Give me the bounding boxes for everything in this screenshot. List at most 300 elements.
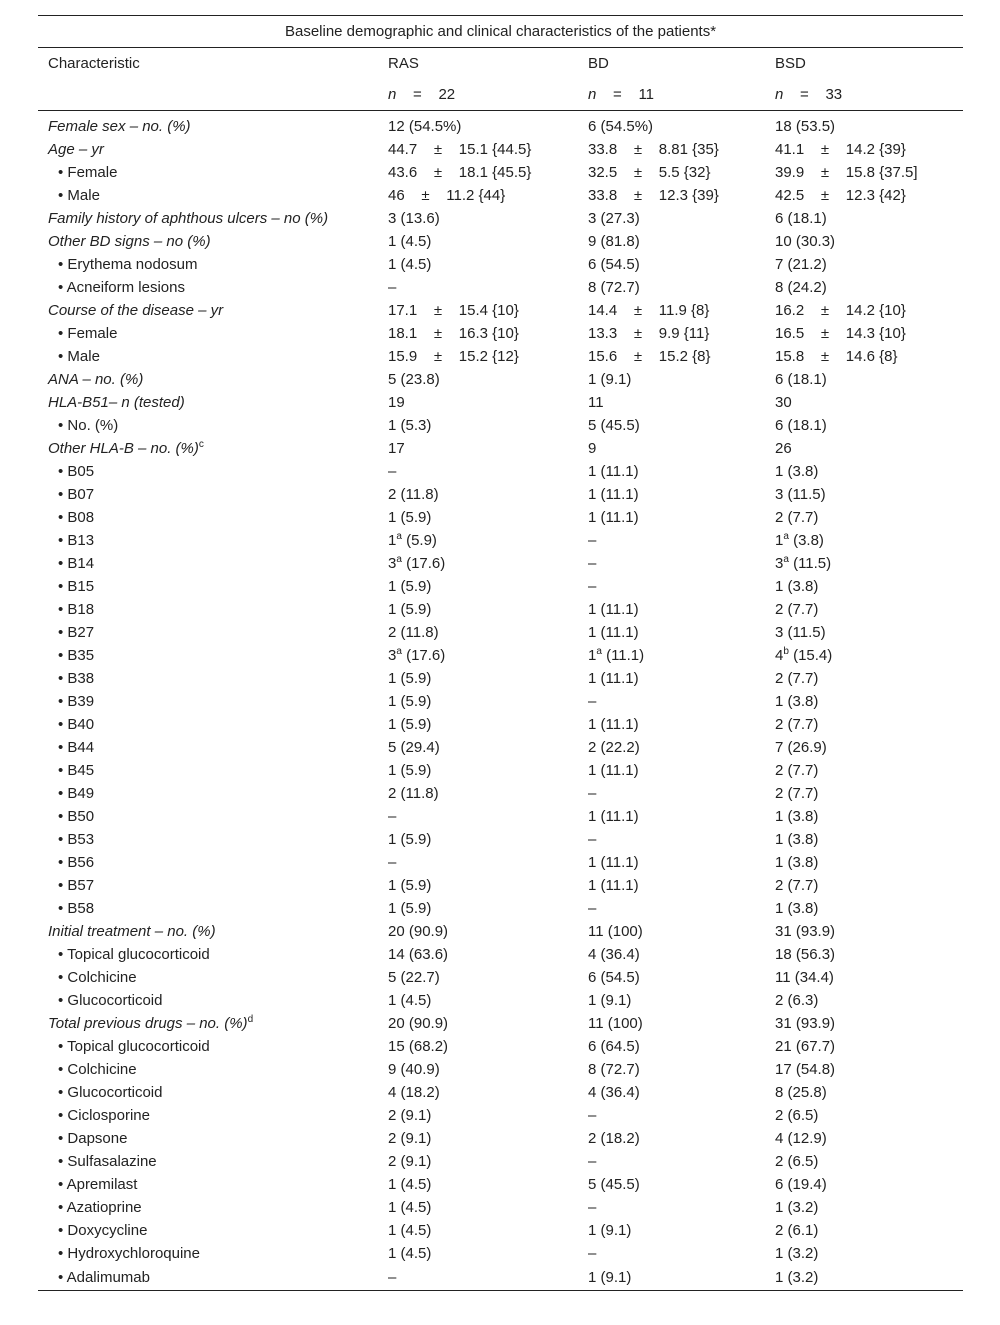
cell-value: – bbox=[388, 1268, 397, 1286]
n-value: 33 bbox=[825, 86, 843, 103]
ras-cell bbox=[378, 690, 578, 713]
row-label: • Topical glucocorticoid bbox=[58, 1037, 210, 1055]
row-label: • B08 bbox=[58, 508, 95, 526]
cell-value: 1 (4.5) bbox=[388, 1198, 432, 1216]
row-label: • B58 bbox=[58, 899, 95, 917]
cell-value: 32.5 ± 5.5 {32} bbox=[588, 163, 711, 181]
table-row bbox=[38, 111, 963, 139]
cell-value: 1 (11.1) bbox=[588, 623, 639, 641]
bd-cell bbox=[578, 1150, 765, 1173]
sub-label bbox=[38, 805, 378, 828]
ras-cell bbox=[378, 1242, 578, 1265]
bd-cell bbox=[578, 1035, 765, 1058]
col-header-bd: BD bbox=[588, 55, 609, 72]
cell-value: 1 (9.1) bbox=[588, 991, 632, 1009]
bsd-cell bbox=[765, 1196, 963, 1219]
bd-cell bbox=[578, 989, 765, 1012]
bsd-cell bbox=[765, 322, 963, 345]
sub-label bbox=[38, 1081, 378, 1104]
sub-label bbox=[38, 1196, 378, 1219]
section-label bbox=[38, 111, 378, 139]
cell-value: 1 (9.1) bbox=[588, 1221, 632, 1239]
sub-label bbox=[38, 483, 378, 506]
sub-label bbox=[38, 828, 378, 851]
cell-value: – bbox=[588, 692, 597, 710]
cell-value: 26 bbox=[775, 439, 792, 457]
bsd-cell bbox=[765, 782, 963, 805]
cell-value: 2 (6.5) bbox=[775, 1152, 819, 1170]
sub-label bbox=[38, 506, 378, 529]
ras-cell bbox=[378, 897, 578, 920]
cell-value: 6 (54.5%) bbox=[588, 117, 654, 135]
row-label: • B35 bbox=[58, 646, 95, 664]
row-label: • No. (%) bbox=[58, 416, 119, 434]
ras-cell bbox=[378, 552, 578, 575]
bd-cell bbox=[578, 276, 765, 299]
col-header-bsd: BSD bbox=[775, 55, 806, 72]
sub-label bbox=[38, 989, 378, 1012]
cell-value: 11 bbox=[588, 393, 604, 411]
ras-cell bbox=[378, 138, 578, 161]
cell-value: 15.9 ± 15.2 {12} bbox=[388, 347, 519, 365]
n-value: 11 bbox=[638, 86, 655, 103]
ras-cell bbox=[378, 1127, 578, 1150]
ras-cell bbox=[378, 276, 578, 299]
cell-value: 2 (6.1) bbox=[775, 1221, 819, 1239]
cell-value: 33.8 ± 8.81 {35} bbox=[588, 140, 719, 158]
cell-value: 2 (11.8) bbox=[388, 623, 439, 641]
bsd-cell bbox=[765, 851, 963, 874]
cell-value-rest: (15.4) bbox=[788, 646, 833, 664]
sub-label bbox=[38, 322, 378, 345]
row-label: Course of the disease – yr bbox=[48, 301, 224, 319]
cell-value: – bbox=[588, 554, 597, 572]
table-row bbox=[38, 989, 963, 1012]
ras-cell bbox=[378, 1012, 578, 1035]
row-label: • B57 bbox=[58, 876, 95, 894]
cell-value: 6 (54.5) bbox=[588, 255, 640, 273]
bsd-cell bbox=[765, 667, 963, 690]
cell-value: 3 (13.6) bbox=[388, 209, 440, 227]
sub-label bbox=[38, 276, 378, 299]
cell-value: 9 (40.9) bbox=[388, 1060, 440, 1078]
cell-value: 8 (72.7) bbox=[588, 278, 640, 296]
row-label: • B38 bbox=[58, 669, 95, 687]
cell-value: 14.4 ± 11.9 {8} bbox=[588, 301, 710, 319]
cell-value: 2 (7.7) bbox=[775, 876, 819, 894]
cell-value: 20 (90.9) bbox=[388, 922, 449, 940]
table-row bbox=[38, 138, 963, 161]
bd-cell bbox=[578, 759, 765, 782]
ras-cell bbox=[378, 1219, 578, 1242]
bd-cell bbox=[578, 713, 765, 736]
section-label bbox=[38, 230, 378, 253]
table-row bbox=[38, 1265, 963, 1291]
cell-value: 3 (27.3) bbox=[588, 209, 640, 227]
cell-value: 1 (11.1) bbox=[588, 715, 639, 733]
row-label: • B05 bbox=[58, 462, 95, 480]
cell-value: 1 (4.5) bbox=[388, 255, 432, 273]
cell-value: 1 (11.1) bbox=[588, 485, 639, 503]
table-row bbox=[38, 736, 963, 759]
ras-cell bbox=[378, 1035, 578, 1058]
bsd-cell bbox=[765, 437, 963, 460]
bd-cell bbox=[578, 345, 765, 368]
header-row bbox=[38, 48, 963, 80]
cell-value: 1 (5.9) bbox=[388, 600, 432, 618]
ras-cell bbox=[378, 111, 578, 139]
cell-value: – bbox=[388, 853, 397, 871]
sub-label bbox=[38, 1035, 378, 1058]
cell-value: 1 (11.1) bbox=[588, 508, 639, 526]
footnote-marker: a bbox=[396, 530, 402, 542]
cell-value: 15.6 ± 15.2 {8} bbox=[588, 347, 711, 365]
table-row bbox=[38, 322, 963, 345]
row-label: • B14 bbox=[58, 554, 95, 572]
bd-cell bbox=[578, 253, 765, 276]
bsd-cell bbox=[765, 460, 963, 483]
ras-cell bbox=[378, 529, 578, 552]
section-label bbox=[38, 920, 378, 943]
ras-cell bbox=[378, 1265, 578, 1291]
cell-value: 5 (23.8) bbox=[388, 370, 440, 388]
cell-value: 1 (3.8) bbox=[775, 853, 819, 871]
row-label: • Male bbox=[58, 186, 100, 204]
cell-value: 1 (4.5) bbox=[388, 232, 432, 250]
bd-cell bbox=[578, 161, 765, 184]
cell-value: 2 (9.1) bbox=[388, 1129, 432, 1147]
sub-label bbox=[38, 345, 378, 368]
table-row bbox=[38, 897, 963, 920]
cell-value: 9 bbox=[588, 439, 597, 457]
table-row bbox=[38, 621, 963, 644]
sub-label bbox=[38, 667, 378, 690]
ras-cell bbox=[378, 920, 578, 943]
cell-value: 20 (90.9) bbox=[388, 1014, 449, 1032]
bsd-cell bbox=[765, 276, 963, 299]
ras-cell bbox=[378, 1196, 578, 1219]
cell-value: 18 (56.3) bbox=[775, 945, 836, 963]
cell-value: 41.1 ± 14.2 {39} bbox=[775, 140, 906, 158]
table-row bbox=[38, 460, 963, 483]
n-symbol: n bbox=[588, 86, 597, 103]
bsd-cell bbox=[765, 184, 963, 207]
table-row bbox=[38, 230, 963, 253]
table-row bbox=[38, 1104, 963, 1127]
bsd-cell bbox=[765, 1265, 963, 1291]
bsd-cell bbox=[765, 943, 963, 966]
sub-label bbox=[38, 529, 378, 552]
n-count-bd bbox=[578, 79, 765, 111]
cell-value: 5 (45.5) bbox=[588, 1175, 640, 1193]
cell-value: 30 bbox=[775, 393, 792, 411]
table-row bbox=[38, 276, 963, 299]
table-row bbox=[38, 713, 963, 736]
bsd-cell bbox=[765, 552, 963, 575]
row-label: • B07 bbox=[58, 485, 95, 503]
bd-cell bbox=[578, 207, 765, 230]
cell-value: 1 (4.5) bbox=[388, 1175, 432, 1193]
ras-cell bbox=[378, 782, 578, 805]
ras-cell bbox=[378, 851, 578, 874]
cell-value: 11 (34.4) bbox=[775, 968, 834, 986]
cell-value: – bbox=[588, 1152, 597, 1170]
bsd-cell bbox=[765, 1104, 963, 1127]
table-row bbox=[38, 1242, 963, 1265]
ras-cell bbox=[378, 828, 578, 851]
table-row bbox=[38, 414, 963, 437]
cell-value: 1 (5.3) bbox=[388, 416, 432, 434]
bsd-cell bbox=[765, 828, 963, 851]
sub-label bbox=[38, 759, 378, 782]
cell-value: 19 bbox=[388, 393, 405, 411]
bd-cell bbox=[578, 138, 765, 161]
bsd-cell bbox=[765, 897, 963, 920]
bd-cell bbox=[578, 897, 765, 920]
cell-value: 16.5 ± 14.3 {10} bbox=[775, 324, 906, 342]
characteristics-table bbox=[38, 15, 963, 1291]
row-label: • B40 bbox=[58, 715, 95, 733]
bsd-cell bbox=[765, 1127, 963, 1150]
bd-cell bbox=[578, 1058, 765, 1081]
footnote-marker: a bbox=[783, 530, 789, 542]
cell-value: 2 (11.8) bbox=[388, 784, 439, 802]
cell-value-rest: (5.9) bbox=[401, 531, 437, 549]
cell-value: 17 (54.8) bbox=[775, 1060, 836, 1078]
table-title: Baseline demographic and clinical characteristics of the patients* bbox=[38, 16, 963, 48]
cell-value: – bbox=[588, 1106, 597, 1124]
bd-cell bbox=[578, 644, 765, 667]
cell-value: 8 (25.8) bbox=[775, 1083, 827, 1101]
table-row bbox=[38, 207, 963, 230]
bsd-cell bbox=[765, 1219, 963, 1242]
ras-cell bbox=[378, 161, 578, 184]
row-label: • B45 bbox=[58, 761, 95, 779]
ras-cell bbox=[378, 1104, 578, 1127]
cell-value: 15.8 ± 14.6 {8} bbox=[775, 347, 898, 365]
cell-value: 1 (3.2) bbox=[775, 1198, 819, 1216]
sub-label bbox=[38, 598, 378, 621]
table-row bbox=[38, 184, 963, 207]
sub-label bbox=[38, 1104, 378, 1127]
bd-cell bbox=[578, 483, 765, 506]
table-row bbox=[38, 667, 963, 690]
cell-value: 42.5 ± 12.3 {42} bbox=[775, 186, 906, 204]
table-row bbox=[38, 437, 963, 460]
cell-value: 1 (9.1) bbox=[588, 1268, 632, 1286]
ras-cell bbox=[378, 1150, 578, 1173]
sub-label bbox=[38, 943, 378, 966]
cell-value: 1 (4.5) bbox=[388, 991, 432, 1009]
cell-value: 1 (5.9) bbox=[388, 692, 432, 710]
row-label: ANA – no. (%) bbox=[48, 370, 144, 388]
sub-label bbox=[38, 1219, 378, 1242]
row-label: • Colchicine bbox=[58, 968, 137, 986]
cell-value: 1 (5.9) bbox=[388, 830, 432, 848]
sub-label bbox=[38, 736, 378, 759]
cell-value: 3 bbox=[388, 554, 397, 572]
cell-value: 2 (18.2) bbox=[588, 1129, 640, 1147]
bd-cell bbox=[578, 575, 765, 598]
cell-value: – bbox=[388, 278, 397, 296]
cell-value: 1 (9.1) bbox=[588, 370, 632, 388]
cell-value: 2 (9.1) bbox=[388, 1106, 432, 1124]
bsd-cell bbox=[765, 111, 963, 139]
table-row bbox=[38, 828, 963, 851]
cell-value: 1 (3.8) bbox=[775, 899, 819, 917]
cell-value: 2 (7.7) bbox=[775, 600, 819, 618]
bsd-cell bbox=[765, 1012, 963, 1035]
row-label: • B27 bbox=[58, 623, 95, 641]
row-label: • B49 bbox=[58, 784, 95, 802]
bd-cell bbox=[578, 299, 765, 322]
bd-cell bbox=[578, 1012, 765, 1035]
ras-cell bbox=[378, 713, 578, 736]
section-label bbox=[38, 1012, 378, 1035]
ras-cell bbox=[378, 621, 578, 644]
cell-value: 1 (3.2) bbox=[775, 1244, 819, 1262]
bsd-cell bbox=[765, 138, 963, 161]
cell-value: 3 bbox=[775, 554, 784, 572]
cell-value: 4 (36.4) bbox=[588, 1083, 640, 1101]
bsd-cell bbox=[765, 414, 963, 437]
cell-value: – bbox=[588, 577, 597, 595]
bsd-cell bbox=[765, 299, 963, 322]
table-row bbox=[38, 1127, 963, 1150]
bd-cell bbox=[578, 805, 765, 828]
footnote-marker: d bbox=[247, 1013, 254, 1025]
n-symbol: n bbox=[775, 86, 784, 103]
bd-cell bbox=[578, 943, 765, 966]
ras-cell bbox=[378, 437, 578, 460]
bsd-cell bbox=[765, 1173, 963, 1196]
cell-value: 2 (7.7) bbox=[775, 715, 819, 733]
cell-value: 21 (67.7) bbox=[775, 1037, 836, 1055]
row-label: • B18 bbox=[58, 600, 95, 618]
cell-value: 39.9 ± 15.8 {37.5] bbox=[775, 163, 918, 181]
bsd-cell bbox=[765, 1081, 963, 1104]
cell-value: 2 (7.7) bbox=[775, 761, 819, 779]
table-row bbox=[38, 1150, 963, 1173]
table-row bbox=[38, 943, 963, 966]
cell-value: 1 (11.1) bbox=[588, 807, 639, 825]
bd-cell bbox=[578, 437, 765, 460]
bd-cell bbox=[578, 966, 765, 989]
row-label: • Erythema nodosum bbox=[58, 255, 198, 273]
bd-cell bbox=[578, 460, 765, 483]
table-row bbox=[38, 805, 963, 828]
cell-value: – bbox=[588, 1198, 597, 1216]
section-label bbox=[38, 391, 378, 414]
cell-value: – bbox=[588, 899, 597, 917]
table-row bbox=[38, 1196, 963, 1219]
table-row bbox=[38, 759, 963, 782]
cell-value: 7 (21.2) bbox=[775, 255, 827, 273]
cell-value: 16.2 ± 14.2 {10} bbox=[775, 301, 906, 319]
row-label: • B15 bbox=[58, 577, 95, 595]
n-count-ras bbox=[378, 79, 578, 111]
table-row bbox=[38, 598, 963, 621]
table-row bbox=[38, 253, 963, 276]
cell-value: 6 (19.4) bbox=[775, 1175, 827, 1193]
ras-cell bbox=[378, 184, 578, 207]
row-label: Total previous drugs – no. (%) bbox=[48, 1014, 248, 1032]
sub-label bbox=[38, 621, 378, 644]
cell-value: – bbox=[388, 807, 397, 825]
ras-cell bbox=[378, 1173, 578, 1196]
table-row bbox=[38, 161, 963, 184]
row-label: • Glucocorticoid bbox=[58, 1083, 163, 1101]
cell-value: 44.7 ± 15.1 {44.5} bbox=[388, 140, 532, 158]
footnote-marker: a bbox=[396, 553, 402, 565]
ras-cell bbox=[378, 345, 578, 368]
bsd-cell bbox=[765, 920, 963, 943]
bd-cell bbox=[578, 111, 765, 139]
row-label: • B13 bbox=[58, 531, 95, 549]
cell-value: 31 (93.9) bbox=[775, 1014, 836, 1032]
bsd-cell bbox=[765, 1035, 963, 1058]
row-label: • B56 bbox=[58, 853, 95, 871]
bsd-cell bbox=[765, 713, 963, 736]
bd-cell bbox=[578, 414, 765, 437]
bd-cell bbox=[578, 1219, 765, 1242]
ras-cell bbox=[378, 483, 578, 506]
table-row bbox=[38, 483, 963, 506]
table-row bbox=[38, 506, 963, 529]
ras-cell bbox=[378, 966, 578, 989]
cell-value: 1 (3.8) bbox=[775, 807, 819, 825]
footnote-marker: a bbox=[783, 553, 789, 565]
cell-value: 1 (5.9) bbox=[388, 876, 432, 894]
table-body bbox=[38, 111, 963, 1291]
row-label: Initial treatment – no. (%) bbox=[48, 922, 216, 940]
bd-cell bbox=[578, 828, 765, 851]
cell-value: 10 (30.3) bbox=[775, 232, 836, 250]
sub-label bbox=[38, 1173, 378, 1196]
row-label: • Glucocorticoid bbox=[58, 991, 163, 1009]
table-row bbox=[38, 1012, 963, 1035]
n-count-empty bbox=[38, 79, 378, 111]
sub-label bbox=[38, 575, 378, 598]
row-label: • Male bbox=[58, 347, 100, 365]
cell-value: 2 (11.8) bbox=[388, 485, 439, 503]
ras-cell bbox=[378, 575, 578, 598]
bd-cell bbox=[578, 1242, 765, 1265]
bsd-cell bbox=[765, 483, 963, 506]
cell-value: 6 (64.5) bbox=[588, 1037, 640, 1055]
cell-value: 8 (24.2) bbox=[775, 278, 827, 296]
cell-value: 31 (93.9) bbox=[775, 922, 836, 940]
n-count-row bbox=[38, 79, 963, 111]
sub-label bbox=[38, 644, 378, 667]
n-equals: = bbox=[413, 86, 422, 103]
bd-cell bbox=[578, 736, 765, 759]
footnote-marker: a bbox=[596, 645, 602, 657]
cell-value: 4 (12.9) bbox=[775, 1129, 827, 1147]
table-row bbox=[38, 782, 963, 805]
bd-cell bbox=[578, 529, 765, 552]
n-equals: = bbox=[613, 86, 622, 103]
sub-label bbox=[38, 851, 378, 874]
sub-label bbox=[38, 966, 378, 989]
bd-cell bbox=[578, 690, 765, 713]
cell-value: 46 ± 11.2 {44} bbox=[388, 186, 506, 204]
cell-value: 1 (3.8) bbox=[775, 462, 819, 480]
bd-cell bbox=[578, 322, 765, 345]
bd-cell bbox=[578, 552, 765, 575]
sub-label bbox=[38, 1265, 378, 1291]
sub-label bbox=[38, 161, 378, 184]
